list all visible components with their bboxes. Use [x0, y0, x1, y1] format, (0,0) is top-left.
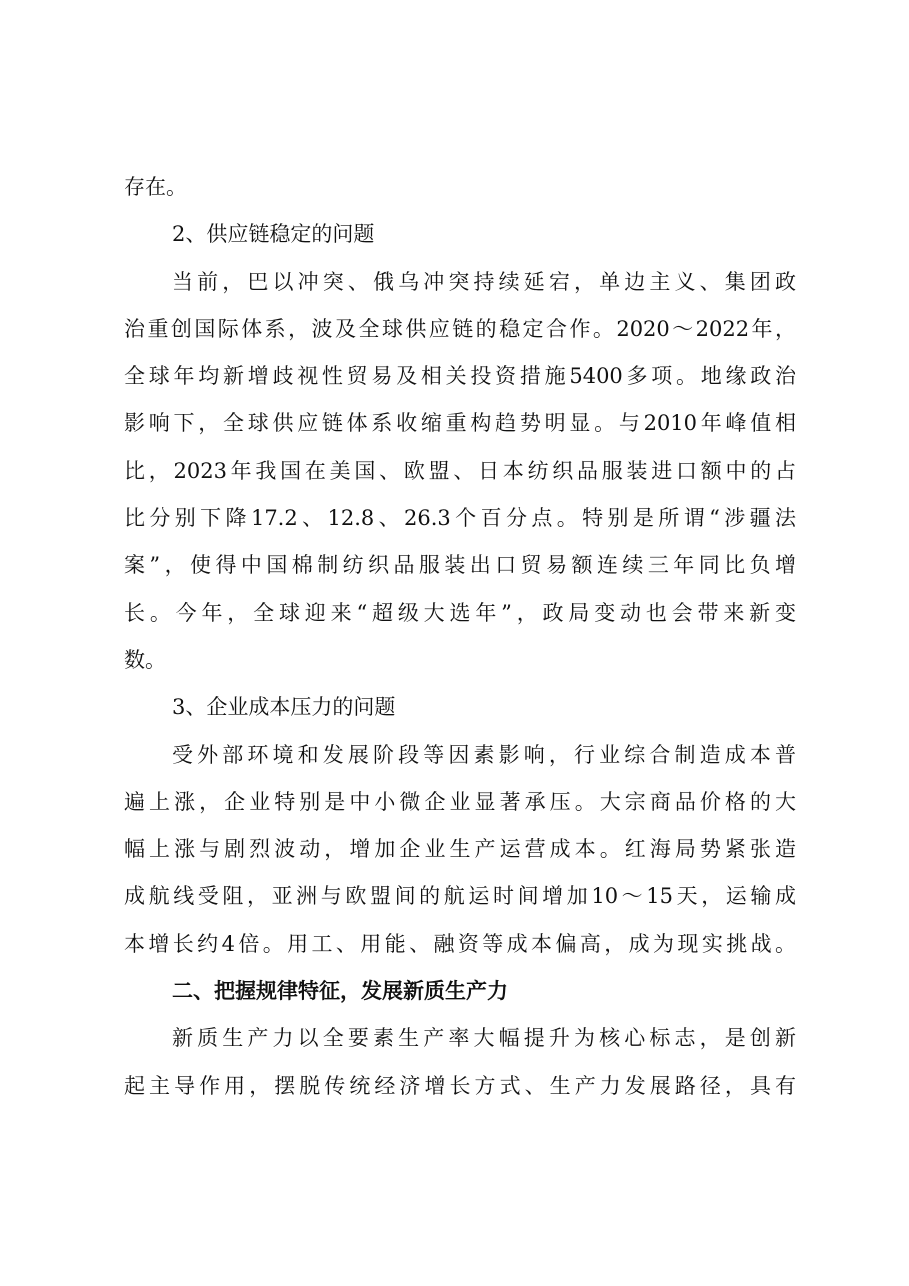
paragraph-line: 受外部环境和发展阶段等因素影响，行业综合制造成本普: [172, 742, 796, 767]
paragraph-line: 全球年均新增歧视性贸易及相关投资措施5400多项。地缘政治: [124, 364, 796, 389]
paragraph-line: 存在。: [124, 175, 187, 199]
paragraph-line: 数。: [124, 647, 166, 672]
section-heading-supply-chain: 2、供应链稳定的问题: [172, 222, 375, 247]
paragraph-line: 长。今年，全球迎来“超级大选年”，政局变动也会带来新变: [124, 600, 796, 625]
paragraph-line: 起主导作用，摆脱传统经济增长方式、生产力发展路径，具有: [124, 1073, 796, 1098]
paragraph-line: 遍上涨，企业特别是中小微企业显著承压。大宗商品价格的大: [124, 789, 796, 814]
section-heading-cost-pressure: 3、企业成本压力的问题: [172, 695, 396, 720]
section-heading-new-productivity: 二、把握规律特征，发展新质生产力: [172, 979, 508, 1004]
paragraph-line: 影响下，全球供应链体系收缩重构趋势明显。与2010年峰值相: [124, 411, 796, 436]
paragraph-line: 比分别下降17.2、12.8、26.3个百分点。特别是所谓“涉疆法: [124, 506, 796, 531]
paragraph-line: 本增长约4倍。用工、用能、融资等成本偏高，成为现实挑战。: [124, 931, 796, 956]
paragraph-line: 治重创国际体系，波及全球供应链的稳定合作。2020～2022年，: [124, 316, 796, 341]
paragraph-line: 比，2023年我国在美国、欧盟、日本纺织品服装进口额中的占: [124, 458, 796, 483]
document-body: [124, 164, 796, 1110]
paragraph-line: 当前，巴以冲突、俄乌冲突持续延宕，单边主义、集团政: [172, 269, 796, 294]
paragraph-line: 成航线受阻，亚洲与欧盟间的航运时间增加10～15天，运输成: [124, 884, 796, 909]
paragraph-line: 新质生产力以全要素生产率大幅提升为核心标志，是创新: [172, 1026, 796, 1051]
paragraph-line: 幅上涨与剧烈波动，增加企业生产运营成本。红海局势紧张造: [124, 837, 796, 862]
paragraph-line: 案”，使得中国棉制纺织品服装出口贸易额连续三年同比负增: [124, 553, 796, 578]
